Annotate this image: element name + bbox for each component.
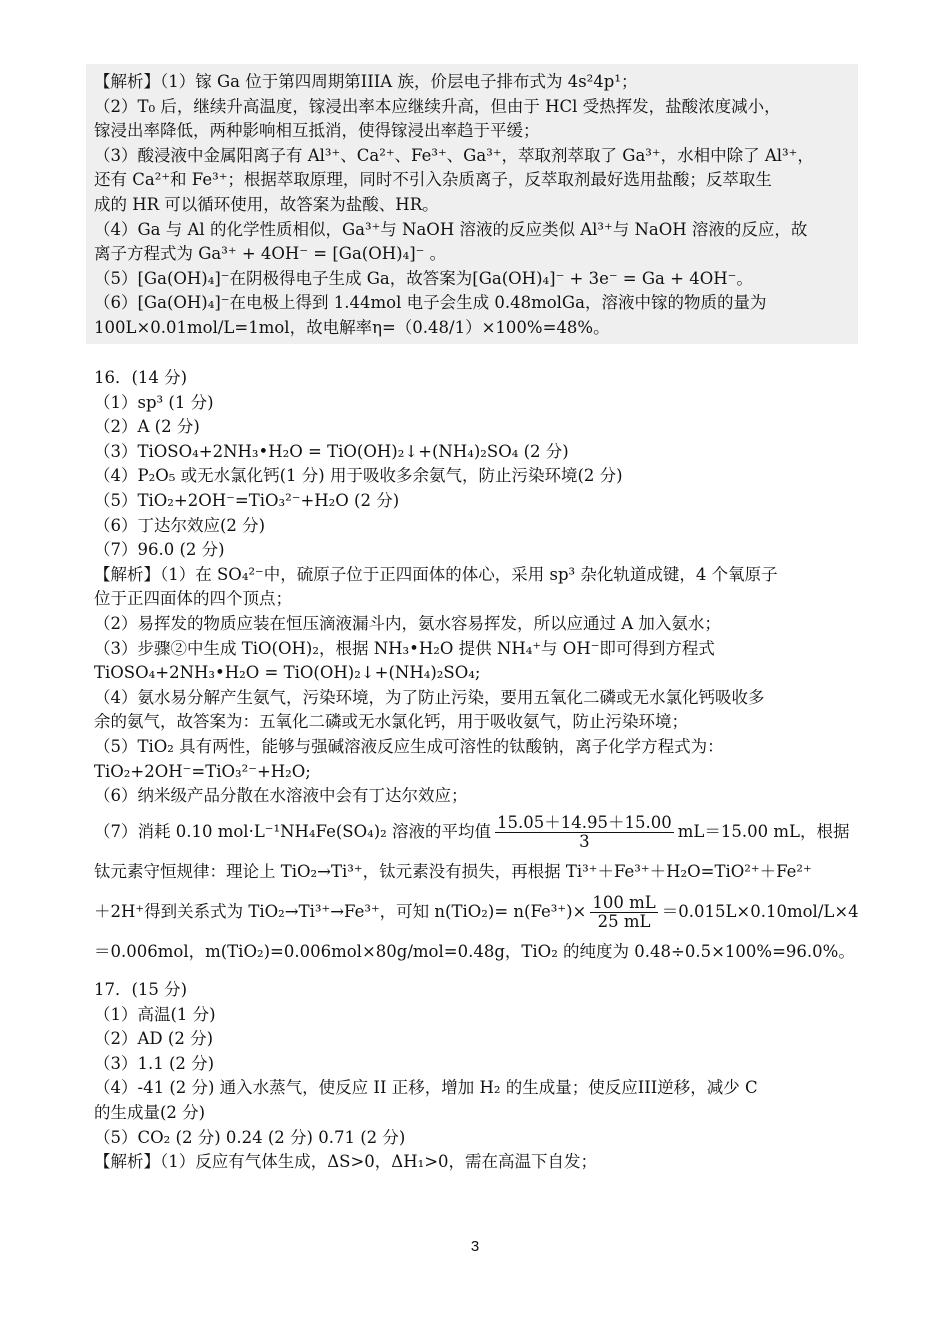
text-line: 还有 Ca²⁺和 Fe³⁺；根据萃取原理，同时不引入杂质离子，反萃取剂最好选用盐酸；反萃取生 (94, 170, 772, 190)
text-line: （3）步骤②中生成 TiO(OH)₂，根据 NH₃•H₂O 提供 NH₄⁺与 OH⁻即可得到方程式 (94, 638, 715, 658)
formula-line: ＝0.006mol，m(TiO₂)=0.006mol×80g/mol=0.48g，TiO₂ 的纯度为 0.48÷0.5×100%=96.0%。 (94, 942, 855, 961)
answer-line: （1）高温(1 分) (94, 1004, 216, 1024)
text-line: （4）氨水易分解产生氨气，污染环境，为了防止污染，要用五氧化二磷或无水氯化钙吸收多 (94, 687, 765, 707)
answer-line: （6）丁达尔效应(2 分) (94, 515, 266, 535)
fraction (495, 814, 674, 851)
text-line: TiOSO₄+2NH₃•H₂O = TiO(OH)₂↓+(NH₄)₂SO₄; (94, 663, 481, 683)
text-line: 余的氨气，故答案为：五氧化二磷或无水氯化钙，用于吸收氨气，防止污染环境； (94, 712, 688, 732)
text-line: TiO₂+2OH⁻=TiO₃²⁻+H₂O; (94, 761, 311, 781)
text-line: （6）纳米级产品分散在水溶液中会有丁达尔效应； (94, 786, 468, 806)
text-line: （5）[Ga(OH)₄]⁻在阴极得电子生成 Ga，故答案为[Ga(OH)₄]⁻ + 3e⁻ = Ga + 4OH⁻。 (94, 268, 753, 288)
text-line: 镓浸出率降低，两种影响相互抵消，使得镓浸出率趋于平缓； (94, 121, 540, 141)
answer-line: （4）P₂O₅ 或无水氯化钙(1 分) 用于吸收多余氨气，防止污染环境(2 分) (94, 466, 623, 486)
q16-part7 (94, 812, 862, 972)
answer-line: （1）sp³ (1 分) (94, 392, 214, 412)
formula-line (94, 812, 862, 852)
answer-line: 的生成量(2 分) (94, 1102, 206, 1122)
text-line: 100L×0.01mol/L=1mol，故电解率η=（0.48/1）×100%=48%。 (94, 317, 610, 337)
text-line: （2）易挥发的物质应装在恒压滴液漏斗内，氨水容易挥发，所以应通过 A 加入氨水； (94, 613, 721, 633)
text-line: 成的 HR 可以循环使用，故答案为盐酸、HR。 (94, 194, 439, 214)
answer-line: （5）CO₂ (2 分) 0.24 (2 分) 0.71 (2 分) (94, 1127, 406, 1147)
formula-text: mL＝15.00 mL，根据 (677, 822, 850, 841)
page-number: 3 (470, 1238, 480, 1255)
q15-analysis (94, 70, 862, 341)
formula-line (94, 892, 862, 932)
text-line: （5）TiO₂ 具有两性，能够与强碱溶液反应生成可溶性的钛酸钠，离子化学方程式为： (94, 736, 724, 756)
question-title: 17．(15 分) (94, 980, 188, 999)
answer-line: （5）TiO₂+2OH⁻=TiO₃²⁻+H₂O (2 分) (94, 490, 400, 510)
fraction-numerator: 100 mL (592, 893, 656, 912)
text-line: （4）Ga 与 Al 的化学性质相似，Ga³⁺与 NaOH 溶液的反应类似 Al³⁺与 NaOH 溶液的反应，故 (94, 219, 808, 239)
text-line: 位于正四面体的四个顶点； (94, 589, 292, 609)
fraction-denominator: 3 (579, 832, 590, 851)
fraction (590, 894, 657, 931)
answer-line: （7）96.0 (2 分) (94, 540, 225, 560)
answer-line: （4）-41 (2 分) 通入水蒸气，使反应 II 正移，增加 H₂ 的生成量；使反应III逆移，减少 C (94, 1078, 758, 1098)
answer-line: （2）AD (2 分) (94, 1029, 214, 1049)
fraction-denominator: 25 mL (597, 912, 651, 931)
formula-text: ＝0.015L×0.10mol/L×4 (661, 902, 859, 921)
formula-line: 钛元素守恒规律：理论上 TiO₂→Ti³⁺，钛元素没有损失，再根据 Ti³⁺＋Fe³⁺＋H₂O=TiO²⁺＋Fe²⁺ (94, 862, 812, 881)
text-line: 【解析】（1）在 SO₄²⁻中，硫原子位于正四面体的体心，采用 sp³ 杂化轨道成键，4 个氧原子 (94, 564, 778, 584)
answer-line: （3）TiOSO₄+2NH₃•H₂O = TiO(OH)₂↓+(NH₄)₂SO₄ (2 分) (94, 441, 569, 461)
q17-section (94, 978, 862, 1175)
formula-text: （7）消耗 0.10 mol·L⁻¹NH₄Fe(SO₄)₂ 溶液的平均值 (94, 822, 492, 841)
answer-line: （3）1.1 (2 分) (94, 1053, 215, 1073)
q16-section (94, 366, 862, 809)
formula-text: ＋2H⁺得到关系式为 TiO₂→Ti³⁺→Fe³⁺，可知 n(TiO₂)= n(Fe³⁺)× (94, 902, 587, 921)
text-line: （6）[Ga(OH)₄]⁻在电极上得到 1.44mol 电子会生成 0.48molGa，溶液中镓的物质的量为 (94, 293, 767, 313)
text-line: 【解析】（1）镓 Ga 位于第四周期第IIIA 族，价层电子排布式为 4s²4p¹； (94, 72, 638, 91)
fraction-numerator: 15.05＋14.95＋15.00 (497, 813, 672, 832)
text-line: （2）T₀ 后，继续升高温度，镓浸出率本应继续升高，但由于 HCl 受热挥发，盐酸浓度减小， (94, 96, 781, 116)
answer-line: （2）A (2 分) (94, 417, 200, 437)
text-line: 【解析】（1）反应有气体生成，ΔS>0，ΔH₁>0，需在高温下自发； (94, 1152, 598, 1172)
text-line: （3）酸浸液中金属阳离子有 Al³⁺、Ca²⁺、Fe³⁺、Ga³⁺，萃取剂萃取了 Ga³⁺，水相中除了 Al³⁺， (94, 145, 814, 165)
question-title: 16．(14 分) (94, 368, 188, 387)
text-line: 离子方程式为 Ga³⁺ + 4OH⁻ = [Ga(OH)₄]⁻ 。 (94, 244, 447, 264)
